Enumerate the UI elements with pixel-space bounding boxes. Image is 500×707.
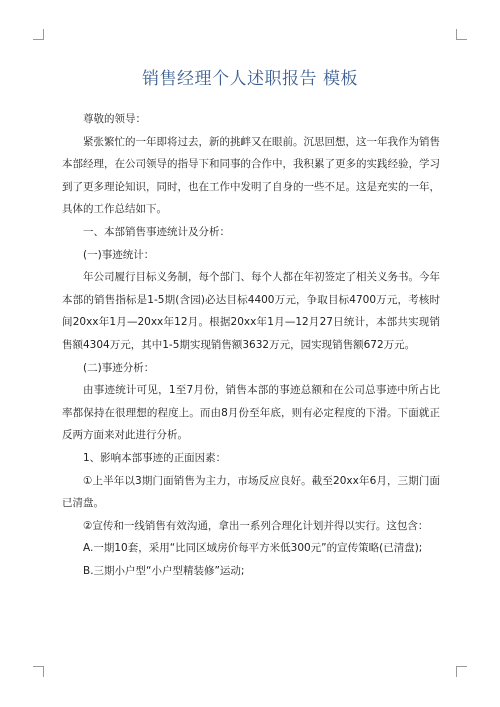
subsection-heading-statistics: (一)事迹统计： <box>83 248 155 261</box>
factor-item-1: ①上半年以3期门面销售为主力，市场反应良好。截至20xx年6月，三期门面已清盘。 <box>62 474 440 510</box>
crop-mark-bottom-left <box>33 666 44 677</box>
subsection-heading-analysis: (二)事迹分析： <box>83 361 155 374</box>
intro-paragraph: 紧张繁忙的一年即将过去，新的挑衅又在眼前。沉思回想，这一年我作为销售本部经理，在公司领导的指导下和同事的合作中，我积累了更多的实践经验，学习到了更多理论知识，同时，也在工作中发明了自身的一些不足。这是充实的一年，具体的工作总结如下。 <box>62 135 440 216</box>
salutation: 尊敬的领导： <box>83 113 146 125</box>
strategy-item-b: B.三期小户型“小户型精装修”运动; <box>83 564 245 577</box>
document-body <box>62 108 440 582</box>
crop-mark-top-right <box>456 29 467 40</box>
analysis-paragraph: 由事迹统计可见，1至7月份，销售本部的事迹总额和在公司总事迹中所占比率都保持在很理想的程度上。而由8月份至年底，则有必定程度的下滑。下面就正反两方面来对此进行分析。 <box>62 384 440 442</box>
section-heading: 一、本部销售事迹统计及分析： <box>83 225 230 238</box>
crop-mark-bottom-right <box>456 666 467 677</box>
document-title: 销售经理个人述职报告 模板 <box>142 69 358 89</box>
factor-item-2: ②宣传和一线销售有效沟通，拿出一系列合理化计划并得以实行。这包含： <box>83 519 429 532</box>
statistics-paragraph: 年公司履行目标义务制，每个部门、每个人都在年初签定了相关义务书。今年本部的销售指标是1-5期(含园)必达目标4400万元，争取目标4700万元，考核时间20xx年1月—20xx年12月。根据20xx年1月—12月27日统计，本部共实现销售额4304万元，其中1-5期实现销售额3632万元，园实现销售额672万元。 <box>62 271 440 351</box>
crop-mark-top-left <box>33 29 44 40</box>
strategy-item-a: A.一期10套，采用“比同区域房价每平方米低300元”的宣传策略(已清盘); <box>83 542 423 555</box>
factors-heading: 1、影响本部事迹的正面因素： <box>83 451 227 464</box>
